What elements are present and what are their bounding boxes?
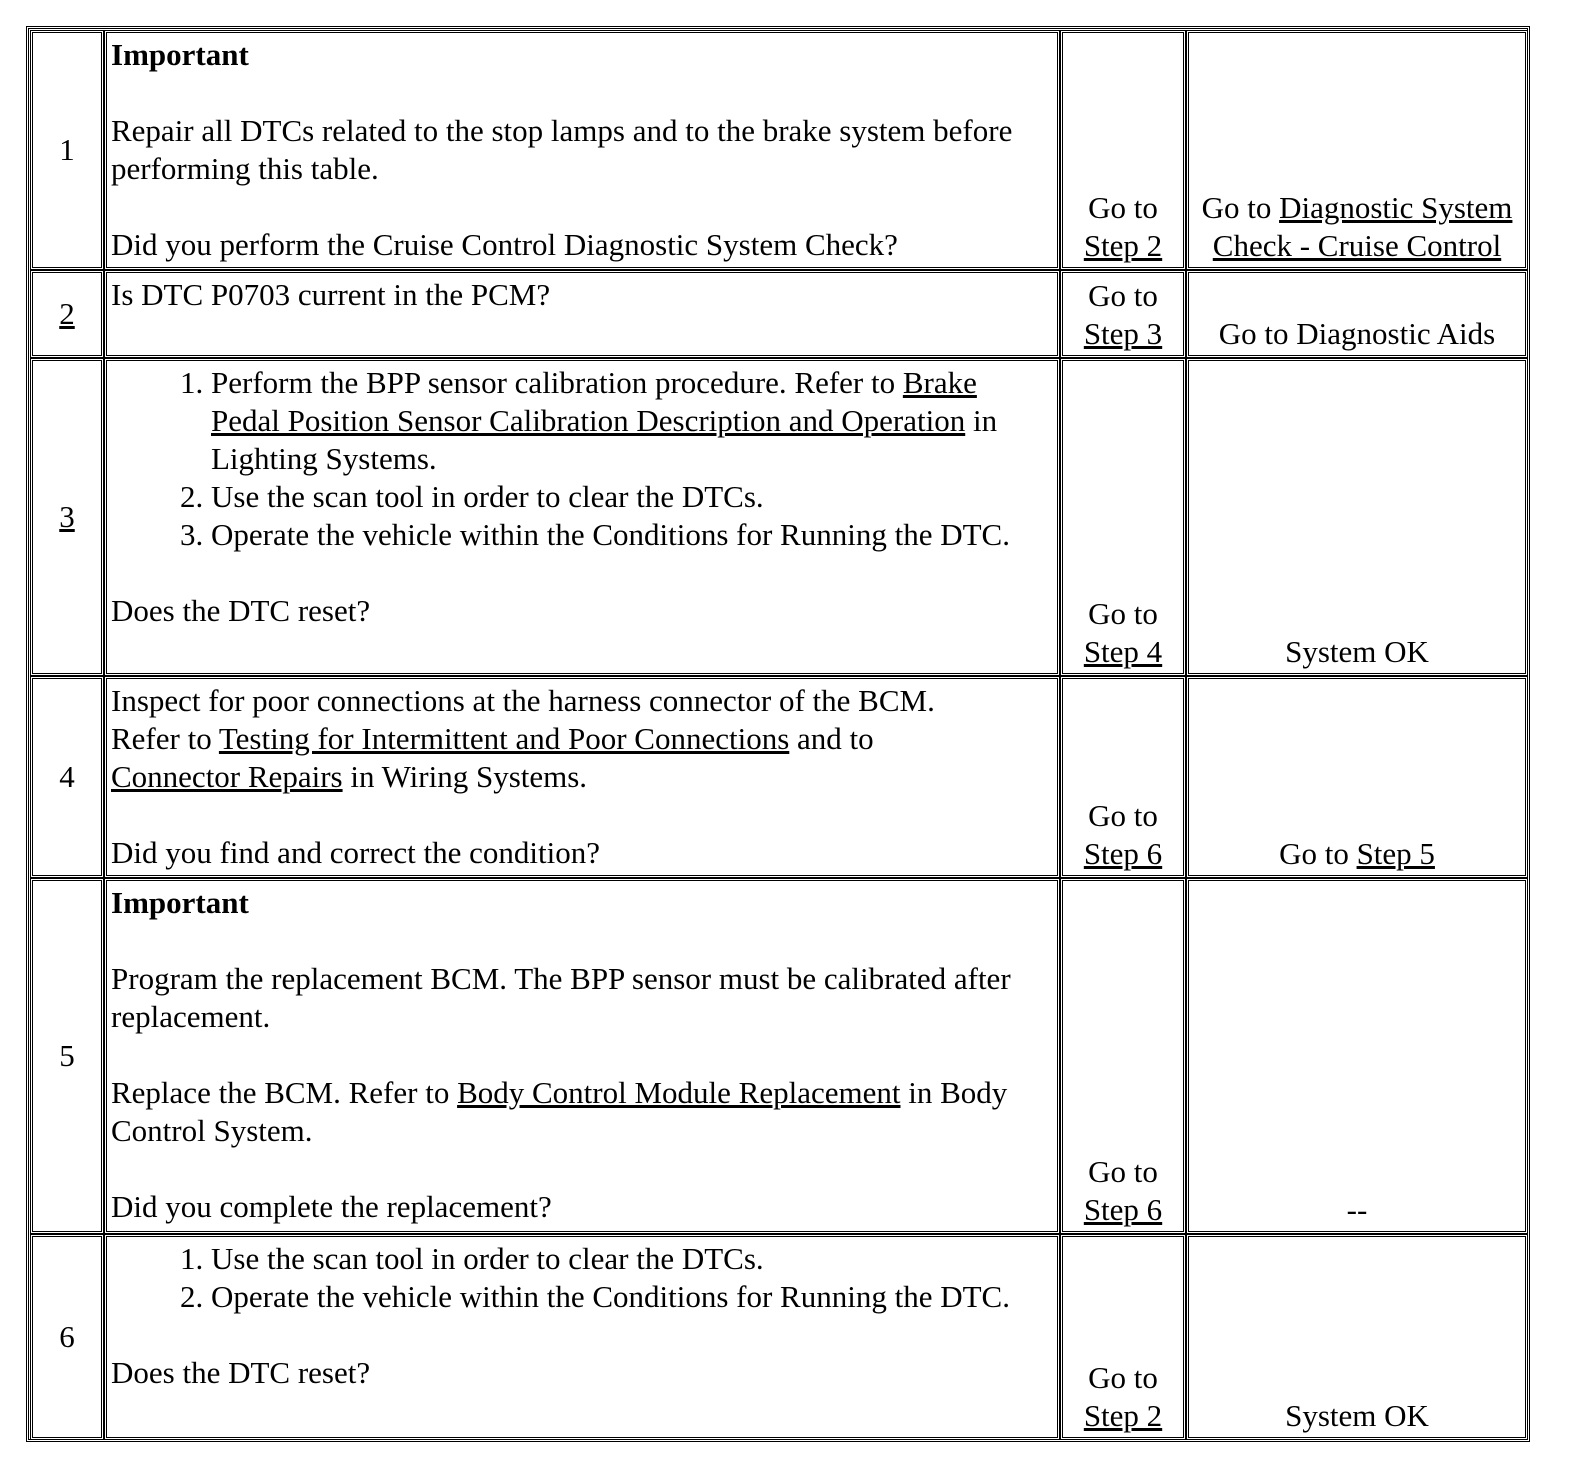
no-text: Go to Diagnostic Aids	[1218, 316, 1496, 351]
list-item: 2. Operate the vehicle within the Conditions for Running the DTC.	[211, 1278, 1053, 1316]
action-text-line: Inspect for poor connections at the harness connector of the BCM.	[111, 683, 935, 718]
yes-prefix: Go to	[1088, 1154, 1158, 1189]
step-question: Does the DTC reset?	[111, 593, 371, 628]
step-question: Does the DTC reset?	[111, 1355, 371, 1390]
step-action	[104, 878, 1060, 1234]
action-text	[111, 682, 1053, 796]
step-number-text: 1	[59, 132, 75, 167]
action-list	[111, 364, 1053, 554]
no-prefix: Go to	[1201, 190, 1280, 225]
yes-cell	[1060, 878, 1186, 1234]
action-text: Repair all DTCs related to the stop lamps and to the brake system before performing this table.	[111, 113, 1013, 186]
list-item: 3. Operate the vehicle within the Conditions for Running the DTC.	[211, 516, 1053, 554]
go-to-step-4-link[interactable]: Step 4	[1083, 634, 1163, 669]
go-to-step-3-link[interactable]: Step 3	[1083, 316, 1163, 351]
go-to-step-5-link[interactable]: Step 5	[1356, 836, 1435, 871]
step-action	[104, 676, 1060, 878]
go-to-step-6-link[interactable]: Step 6	[1083, 1192, 1163, 1227]
step-number	[30, 30, 104, 270]
yes-prefix: Go to	[1088, 798, 1158, 833]
yes-cell	[1060, 358, 1186, 676]
yes-cell	[1060, 30, 1186, 270]
step-action	[104, 30, 1060, 270]
step-action	[104, 358, 1060, 676]
step-action	[104, 1234, 1060, 1440]
list-item-text: in Lighting Systems.	[211, 403, 998, 476]
yes-cell	[1060, 1234, 1186, 1440]
step-number-link[interactable]: 2	[59, 296, 75, 331]
step-number-text: 4	[59, 759, 75, 794]
list-item: 1. Use the scan tool in order to clear the DTCs.	[211, 1240, 1053, 1278]
no-cell	[1186, 30, 1528, 270]
step-question: Did you complete the replacement?	[111, 1189, 552, 1224]
no-prefix: Go to	[1279, 836, 1357, 871]
diagnostic-system-check-link[interactable]: Diagnostic System Check - Cruise Control	[1212, 190, 1513, 263]
step-number	[30, 270, 104, 358]
go-to-step-2-link[interactable]: Step 2	[1083, 1398, 1163, 1433]
step-question: Is DTC P0703 current in the PCM?	[111, 277, 551, 312]
step-action	[104, 270, 1060, 358]
connector-repairs-link[interactable]: Connector Repairs	[111, 759, 343, 794]
important-label: Important	[111, 37, 249, 72]
no-cell	[1186, 1234, 1528, 1440]
step-number	[30, 676, 104, 878]
list-item-text: Perform the BPP sensor calibration procedure. Refer to	[211, 365, 903, 400]
action-list	[111, 1240, 1053, 1316]
yes-cell	[1060, 676, 1186, 878]
action-text-line: Replace the BCM. Refer to	[111, 1075, 458, 1110]
list-item: 2. Use the scan tool in order to clear the DTCs.	[211, 478, 1053, 516]
step-question: Did you perform the Cruise Control Diagnostic System Check?	[111, 227, 898, 262]
body-control-module-replacement-link[interactable]: Body Control Module Replacement	[457, 1075, 901, 1110]
step-number-text: 6	[59, 1319, 75, 1354]
yes-prefix: Go to	[1088, 278, 1158, 313]
list-item	[211, 364, 1053, 478]
no-text: --	[1346, 1192, 1368, 1227]
step-number-text: 5	[59, 1038, 75, 1073]
go-to-step-6-link[interactable]: Step 6	[1083, 836, 1163, 871]
no-cell	[1186, 878, 1528, 1234]
no-cell	[1186, 676, 1528, 878]
action-text	[111, 1074, 1053, 1150]
no-cell	[1186, 358, 1528, 676]
step-number	[30, 358, 104, 676]
no-text: System OK	[1285, 1398, 1429, 1433]
action-text-line: Refer to	[111, 721, 219, 756]
brake-pedal-position-sensor-calibration-link[interactable]: Brake Pedal Position Sensor Calibration Description and Operation	[211, 365, 977, 438]
step-question: Did you find and correct the condition?	[111, 835, 600, 870]
no-text: System OK	[1285, 634, 1429, 669]
yes-prefix: Go to	[1088, 596, 1158, 631]
action-text-line: in Wiring Systems.	[342, 759, 588, 794]
action-text: Program the replacement BCM. The BPP sensor must be calibrated after replacement.	[111, 961, 1011, 1034]
important-label: Important	[111, 885, 249, 920]
action-text-line: in Body Control System.	[111, 1075, 1008, 1148]
go-to-step-2-link[interactable]: Step 2	[1083, 228, 1163, 263]
yes-prefix: Go to	[1088, 190, 1158, 225]
step-number	[30, 1234, 104, 1440]
no-cell	[1186, 270, 1528, 358]
step-number-link[interactable]: 3	[59, 499, 75, 534]
yes-prefix: Go to	[1088, 1360, 1158, 1395]
step-number	[30, 878, 104, 1234]
yes-cell	[1060, 270, 1186, 358]
action-text-line: and to	[789, 721, 874, 756]
testing-intermittent-connections-link[interactable]: Testing for Intermittent and Poor Connections	[218, 721, 790, 756]
